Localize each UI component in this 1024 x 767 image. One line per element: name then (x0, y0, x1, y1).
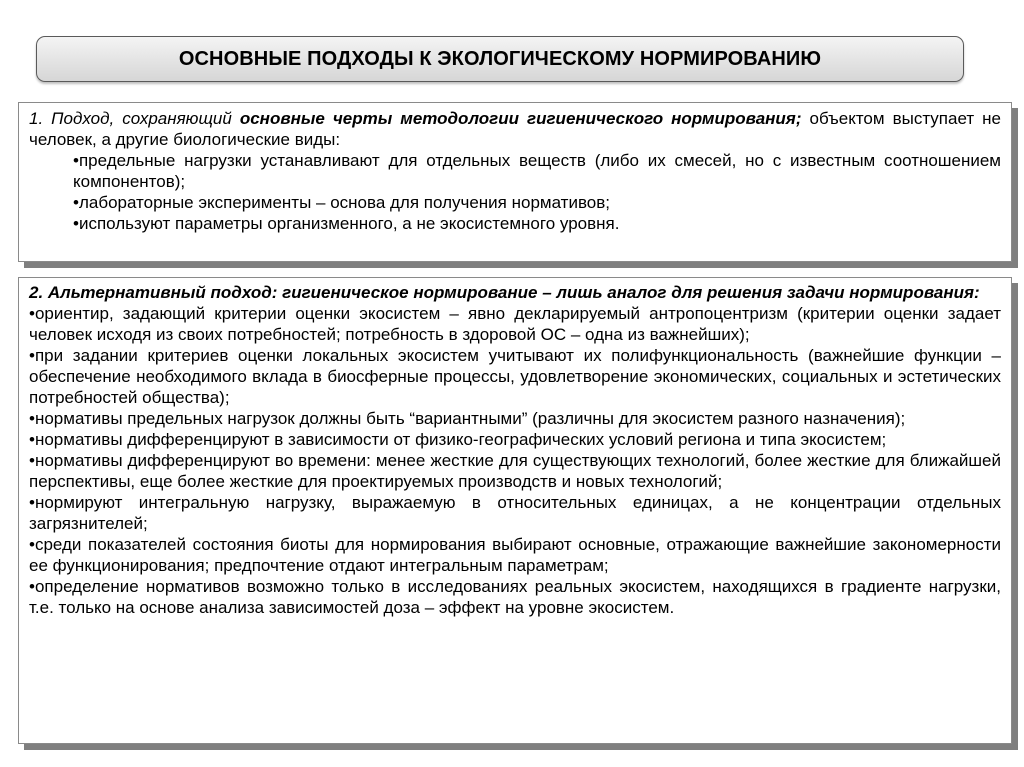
slide-title: ОСНОВНЫЕ ПОДХОДЫ К ЭКОЛОГИЧЕСКОМУ НОРМИРОВАНИЮ (178, 47, 822, 70)
list-item (29, 576, 1001, 618)
list-item (29, 408, 1001, 429)
list-item (29, 345, 1001, 408)
list-item-text: нормируют интегральную нагрузку, выражаемую в относительных единицах, а не концентрации отдельных загрязнителей; (29, 493, 1001, 533)
approach-1-intro-rest: объектом выступает не человек, а другие биологические виды: (29, 109, 1001, 149)
list-item (73, 150, 1001, 192)
approach-1-intro-plain: 1. Подход, сохраняющий (29, 109, 240, 128)
list-item (29, 303, 1001, 345)
list-item-text: при задании критериев оценки локальных экосистем учитывают их полифункциональность (важнейшие функции – обеспечение необходимого вклада в биосферные процессы, удовлетворение экономических, социальных и эстетических потребностей общества); (29, 346, 1001, 407)
list-item-text: нормативы дифференцируют в зависимости от физико-географических условий региона и типа экосистем; (34, 430, 887, 449)
approach-1-list (29, 150, 1001, 234)
list-item (29, 492, 1001, 534)
list-item-text: нормативы предельных нагрузок должны быть “вариантными” (различны для экосистем разного назначения); (34, 409, 906, 428)
approach-1-intro (29, 108, 1001, 150)
approach-2-list (29, 303, 1001, 618)
list-item-text: нормативы дифференцируют во времени: менее жесткие для существующих технологий, более жесткие для ближайшей перспективы, еще более жесткие для проектируемых производств и новых технологий; (29, 451, 1001, 491)
list-item-text: предельные нагрузки устанавливают для отдельных веществ (либо их смесей, но с известным соотношением компонентов); (73, 151, 1001, 191)
list-item (73, 213, 1001, 234)
list-item-text: определение нормативов возможно только в исследованиях реальных экосистем, находящихся в градиенте нагрузки, т.е. только на основе анализа зависимостей доза – эффект на уровне экосистем. (29, 577, 1001, 617)
approach-2-heading (29, 282, 1001, 303)
approach-1-intro-bold: основные черты методологии гигиенического нормирования; (239, 109, 802, 128)
approach-1-panel (18, 102, 1012, 262)
list-item (29, 534, 1001, 576)
list-item (29, 429, 1001, 450)
approach-2-heading-text: 2. Альтернативный подход: гигиеническое нормирование – лишь аналог для решения задачи нормирования: (29, 283, 980, 302)
approach-2-panel (18, 277, 1012, 744)
list-item (29, 450, 1001, 492)
list-item-text: среди показателей состояния биоты для нормирования выбирают основные, отражающие важнейшие закономерности ее функционирования; предпочтение отдают интегральным параметрам; (29, 535, 1001, 575)
list-item-text: используют параметры организменного, а не экосистемного уровня. (78, 214, 620, 233)
list-item-text: ориентир, задающий критерии оценки экосистем – явно декларируемый антропоцентризм (критерии оценки задает человек исходя из своих потребностей; потребность в здоровой ОС – одна из важнейших); (29, 304, 1001, 344)
title-banner (36, 36, 964, 82)
list-item (73, 192, 1001, 213)
list-item-text: лабораторные эксперименты – основа для получения нормативов; (78, 193, 611, 212)
